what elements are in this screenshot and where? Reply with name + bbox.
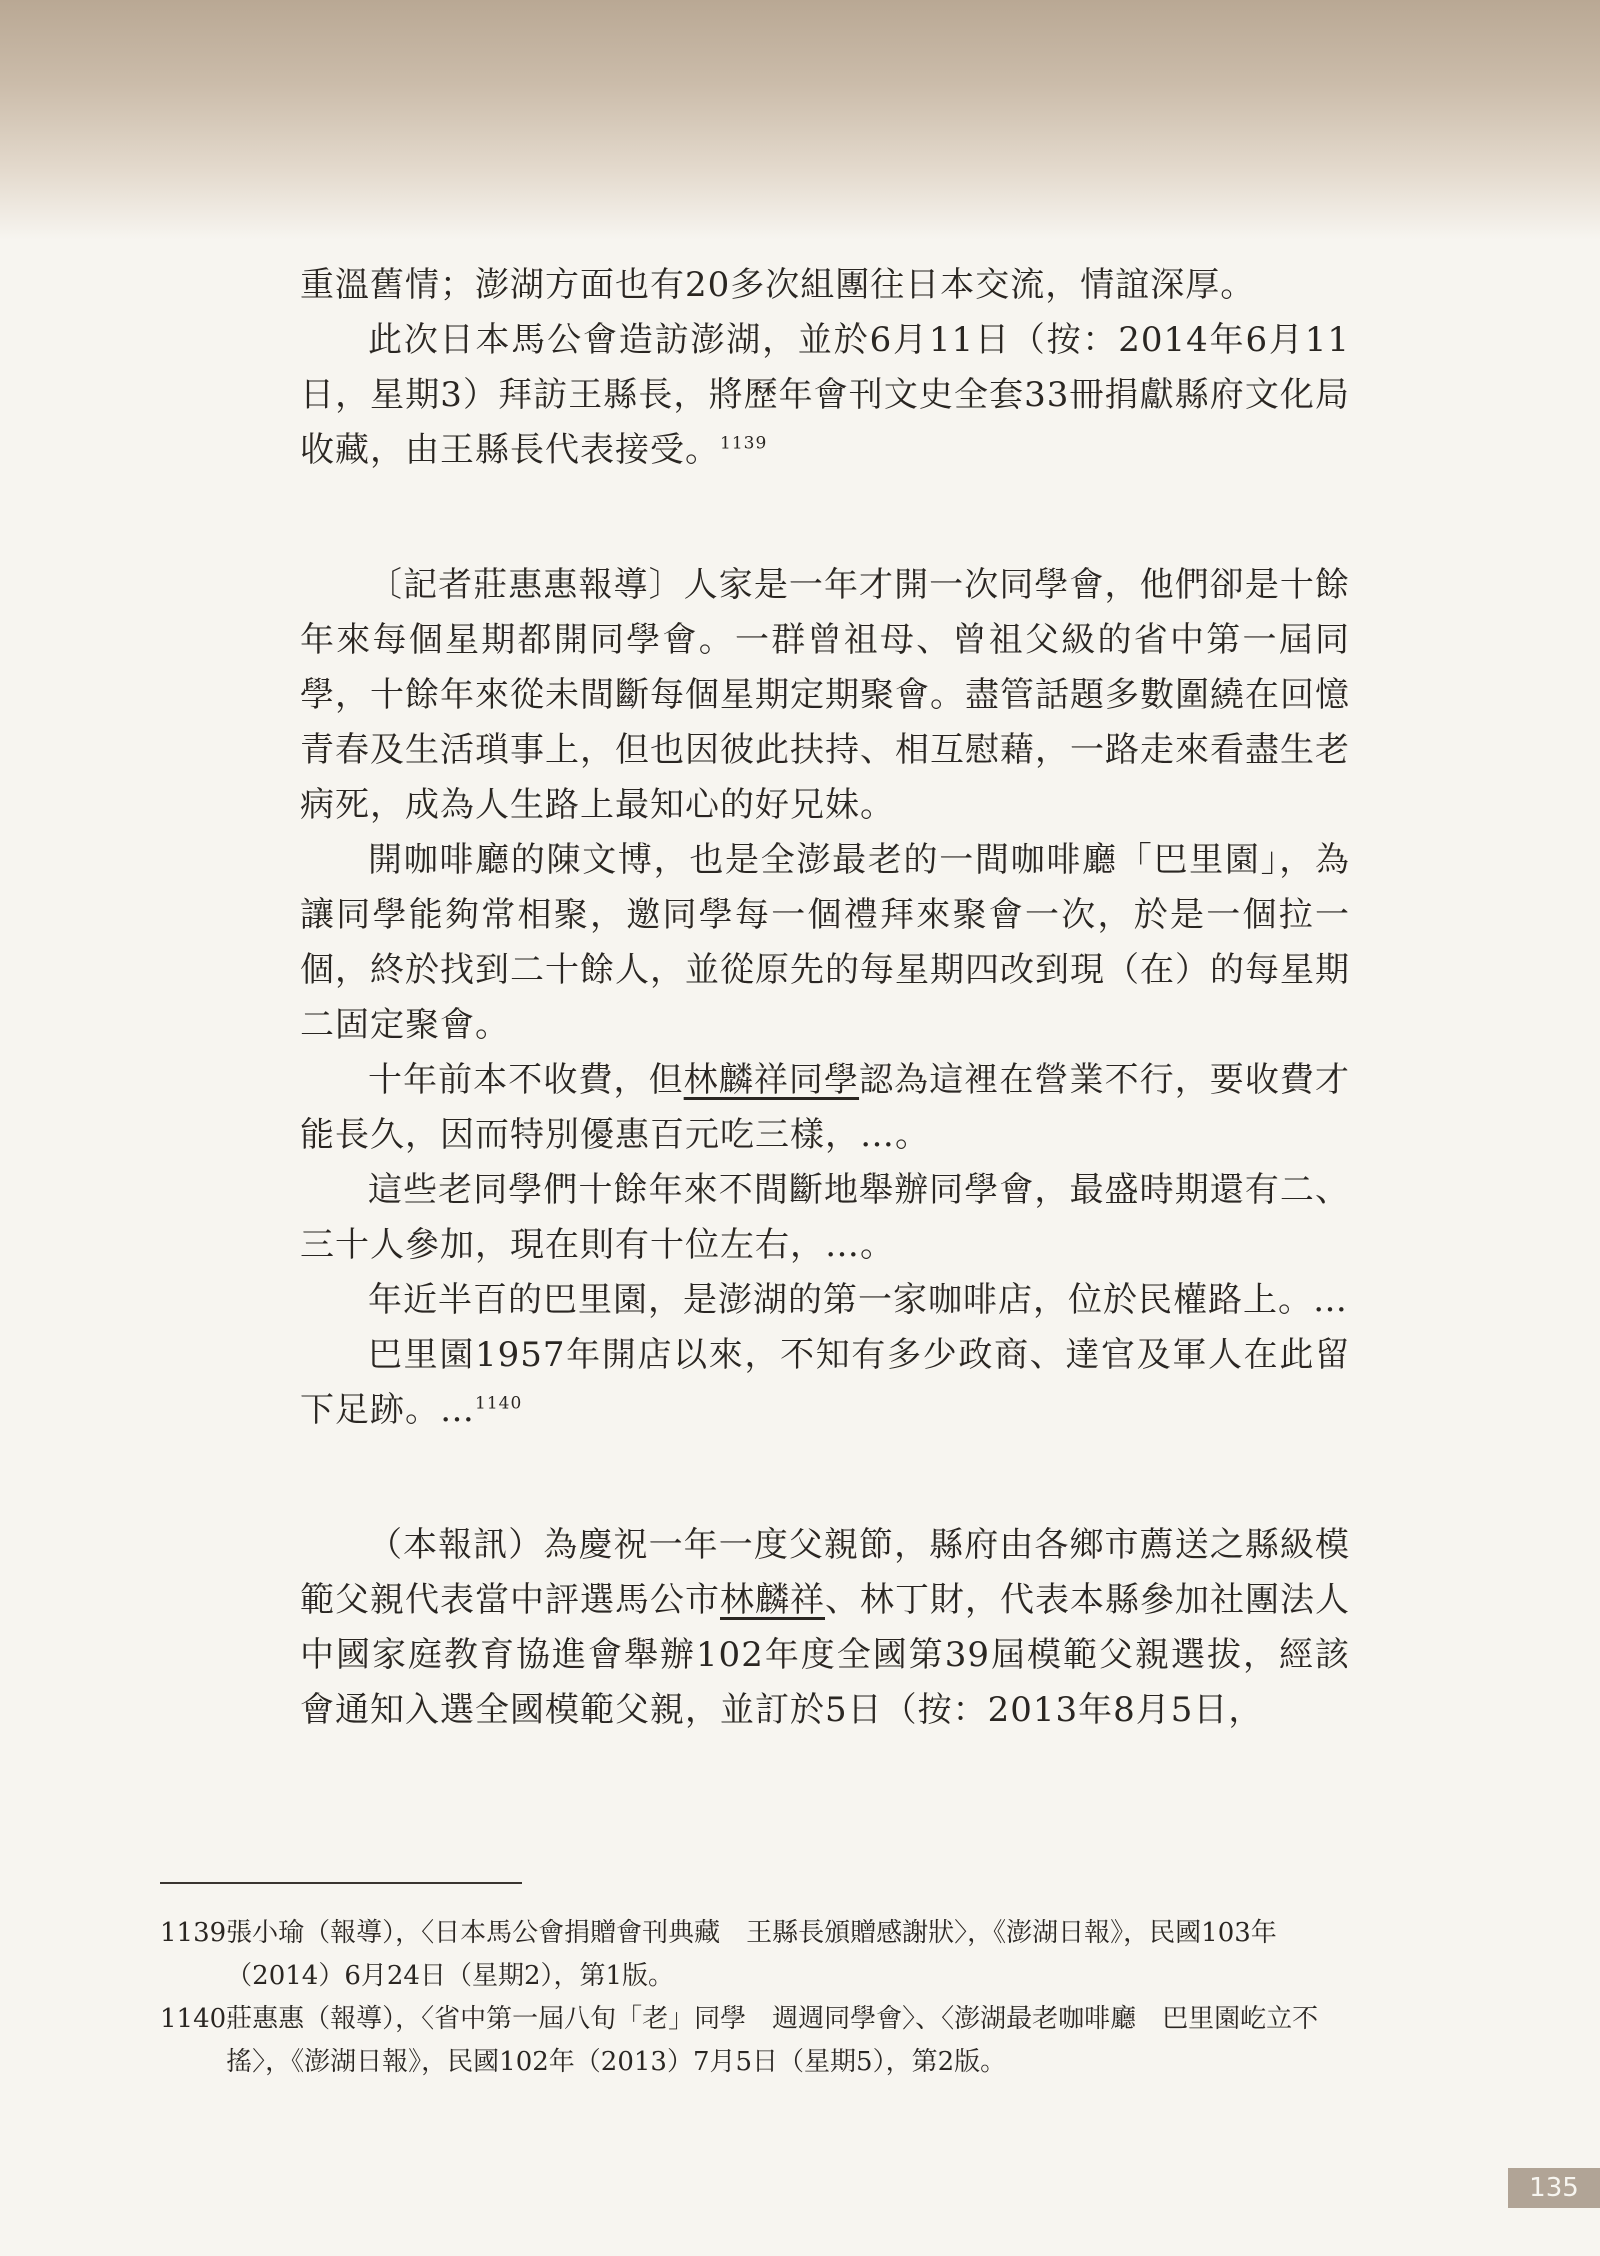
underlined-name-2: 林麟祥 [720, 1580, 825, 1620]
paragraph-7: 年近半百的巴里園，是澎湖的第一家咖啡店，位於民權路上。… [368, 1280, 1348, 1320]
header-band [0, 0, 1600, 240]
paragraph-9-b: 、林丁財，代表本縣參加社團法人中國家庭教育協進會舉辦102年度全國第39屆模範父親選拔，經該會通知入選全國模範父親，並訂於5日（按：2013年8月5日， [300, 1580, 1350, 1730]
paragraph-3: 〔記者莊惠惠報導〕人家是一年才開一次同學會，他們卻是十餘年來每個星期都開同學會。一群曾祖母、曾祖父級的省中第一屆同學，十餘年來從未間斷每個星期定期聚會。盡管話題多數圍繞在回憶青春及生活瑣事上，但也因彼此扶持、相互慰藉，一路走來看盡生老病死，成為人生路上最知心的好兄妹。 [300, 565, 1350, 825]
paragraph-6: 這些老同學們十餘年來不間斷地舉辦同學會，最盛時期還有二、三十人參加，現在則有十位左右，…。 [300, 1170, 1350, 1265]
paragraph-9 [300, 1518, 1350, 1738]
footnote-ref-1140[interactable]: 1140 [475, 1393, 523, 1414]
section-gap [300, 478, 1350, 558]
footnotes [160, 1912, 1350, 2084]
paragraph-2 [300, 313, 1350, 478]
paragraph-8 [300, 1328, 1350, 1438]
body-text [300, 258, 1350, 1738]
footnote-divider [160, 1882, 522, 1884]
footnote-1140 [160, 1998, 1350, 2084]
footnote-ref-1139[interactable]: 1139 [720, 433, 768, 454]
page-number: 135 [1508, 2168, 1600, 2208]
paragraph-9-a: （本報訊）為慶祝一年一度父親節，縣府由各鄉市薦送之縣級模範父親代表當中評選馬公市 [300, 1525, 1350, 1620]
footnote-text: 莊惠惠（報導），〈省中第一屆八旬「老」同學 週週同學會〉、〈澎湖最老咖啡廳 巴里園屹立不搖〉，《澎湖日報》，民國102年（2013）7月5日（星期5），第2版。 [226, 2004, 1319, 2077]
underlined-name-1: 林麟祥同學 [683, 1060, 860, 1100]
footnote-number: 1139 [160, 1918, 227, 1948]
footnote-1139 [160, 1912, 1350, 1998]
paragraph-5 [300, 1053, 1350, 1163]
footnote-text: 張小瑜（報導），〈日本馬公會捐贈會刊典藏 王縣長頒贈感謝狀〉，《澎湖日報》，民國103年（2014）6月24日（星期2），第1版。 [226, 1918, 1277, 1991]
paragraph-2-text: 此次日本馬公會造訪澎湖，並於6月11日（按：2014年6月11日，星期3）拜訪王縣長，將歷年會刊文史全套33冊捐獻縣府文化局收藏，由王縣長代表接受。 [300, 320, 1350, 470]
paragraph-4: 開咖啡廳的陳文博，也是全澎最老的一間咖啡廳「巴里園」，為讓同學能夠常相聚，邀同學每一個禮拜來聚會一次，於是一個拉一個，終於找到二十餘人，並從原先的每星期四改到現（在）的每星期二固定聚會。 [300, 840, 1350, 1045]
section-gap-2 [300, 1438, 1350, 1518]
footnote-number: 1140 [160, 2004, 227, 2034]
paragraph-5-a: 十年前本不收費，但 [368, 1060, 684, 1100]
paragraph-1: 重溫舊情；澎湖方面也有20多次組團往日本交流，情誼深厚。 [300, 265, 1256, 305]
paragraph-5-b: 認為這裡在營業不行，要收費才能長久，因而特別優惠百元吃三樣，…。 [300, 1060, 1351, 1155]
paragraph-8-text: 巴里園1957年開店以來，不知有多少政商、達官及軍人在此留下足跡。… [300, 1335, 1350, 1430]
